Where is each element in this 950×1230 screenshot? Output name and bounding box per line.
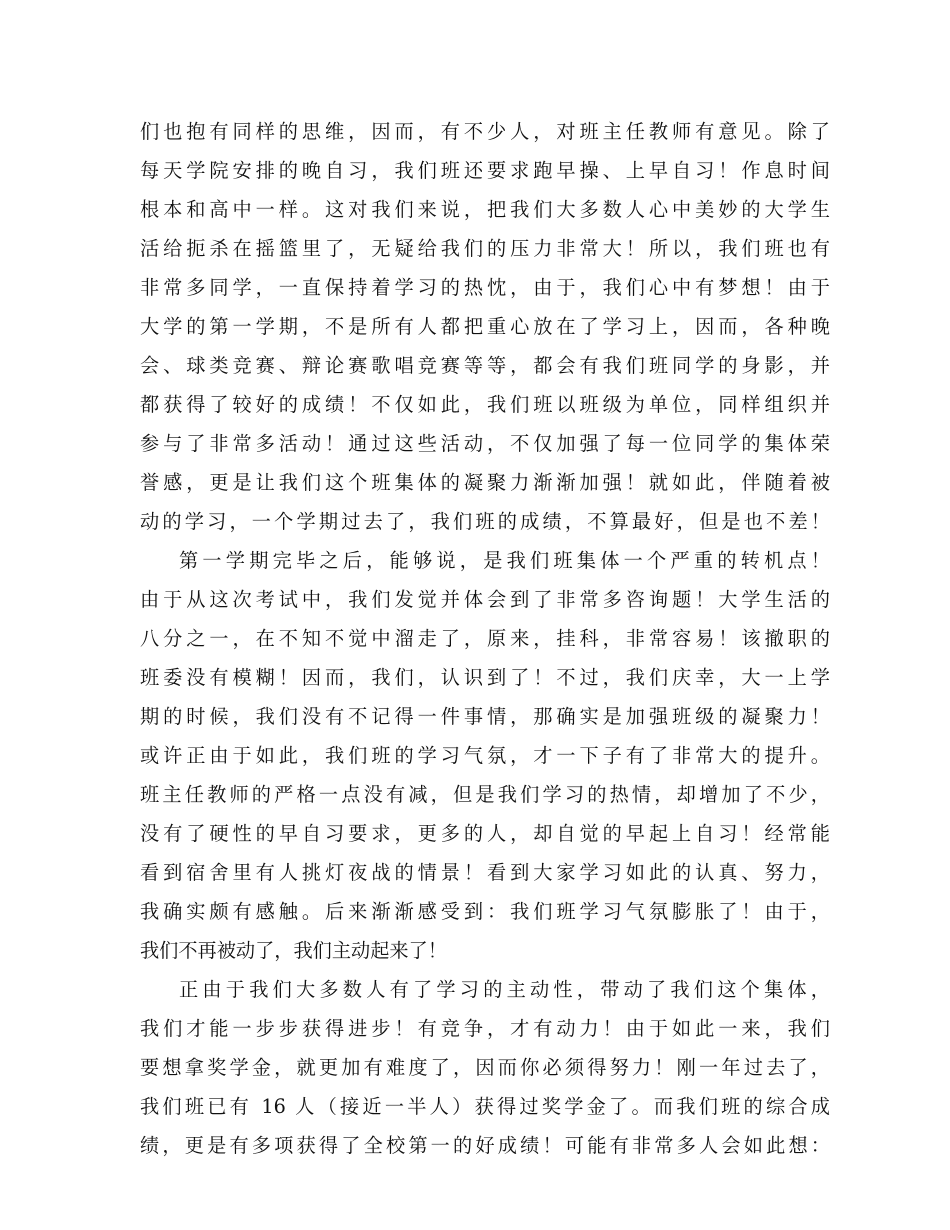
text-line: 活给扼杀在摇篮里了，无疑给我们的压力非常大！所以，我们班也有	[140, 237, 830, 260]
text-line: 班主任教师的严格一点没有减，但是我们学习的热情，却增加了不少，	[140, 783, 830, 806]
text-line: 由于从这次考试中，我们发觉并体会到了非常多咨询题！大学生活的	[140, 588, 830, 611]
text-line: 正由于我们大多数人有了学习的主动性，带动了我们这个集体，	[179, 978, 830, 1001]
text-line: 看到宿舍里有人挑灯夜战的情景！看到大家学习如此的认真、努力，	[140, 861, 830, 884]
body-text	[140, 112, 830, 1165]
text-line: 我确实颇有感触。后来渐渐感受到：我们班学习气氛膨胀了！由于，	[140, 900, 830, 923]
text-line: 我们才能一步步获得进步！有竞争，才有动力！由于如此一来，我们	[140, 1017, 830, 1040]
text-line: 每天学院安排的晚自习，我们班还要求跑早操、上早自习！作息时间	[140, 159, 830, 182]
text-line: 绩，更是有多项获得了全校第一的好成绩！可能有非常多人会如此想：	[140, 1134, 830, 1157]
paragraph-2	[140, 541, 830, 970]
text-line: 期的时候，我们没有不记得一件事情，那确实是加强班级的凝聚力！	[140, 705, 830, 728]
text-line: 动的学习，一个学期过去了，我们班的成绩，不算最好，但是也不差！	[140, 510, 830, 533]
text-line: 要想拿奖学金，就更加有难度了，因而你必须得努力！刚一年过去了，	[140, 1056, 830, 1079]
text-line: 我们班已有 16 人（接近一半人）获得过奖学金了。而我们班的综合成	[140, 1095, 830, 1118]
text-line: 誉感，更是让我们这个班集体的凝聚力渐渐加强！就如此，伴随着被	[140, 471, 830, 494]
paragraph-1	[140, 112, 830, 541]
text-line: 我们不再被动了，我们主动起来了！	[140, 939, 447, 962]
text-line: 参与了非常多活动！通过这些活动，不仅加强了每一位同学的集体荣	[140, 432, 830, 455]
text-line: 或许正由于如此，我们班的学习气氛，才一下子有了非常大的提升。	[140, 744, 830, 767]
text-line: 八分之一，在不知不觉中溜走了，原来，挂科，非常容易！该撤职的	[140, 627, 830, 650]
text-line: 没有了硬性的早自习要求，更多的人，却自觉的早起上自习！经常能	[140, 822, 830, 845]
text-line: 根本和高中一样。这对我们来说，把我们大多数人心中美妙的大学生	[140, 198, 830, 221]
text-line: 都获得了较好的成绩！不仅如此，我们班以班级为单位，同样组织并	[140, 393, 830, 416]
text-line: 大学的第一学期，不是所有人都把重心放在了学习上，因而，各种晚	[140, 315, 830, 338]
text-line: 第一学期完毕之后，能够说，是我们班集体一个严重的转机点！	[179, 549, 830, 572]
text-line: 们也抱有同样的思维，因而，有不少人，对班主任教师有意见。除了	[140, 120, 830, 143]
text-line: 会、球类竞赛、辩论赛歌唱竞赛等等，都会有我们班同学的身影，并	[140, 354, 830, 377]
text-line: 班委没有模糊！因而，我们，认识到了！不过，我们庆幸，大一上学	[140, 666, 830, 689]
paragraph-3	[140, 970, 830, 1165]
text-line: 非常多同学，一直保持着学习的热忱，由于，我们心中有梦想！由于	[140, 276, 830, 299]
